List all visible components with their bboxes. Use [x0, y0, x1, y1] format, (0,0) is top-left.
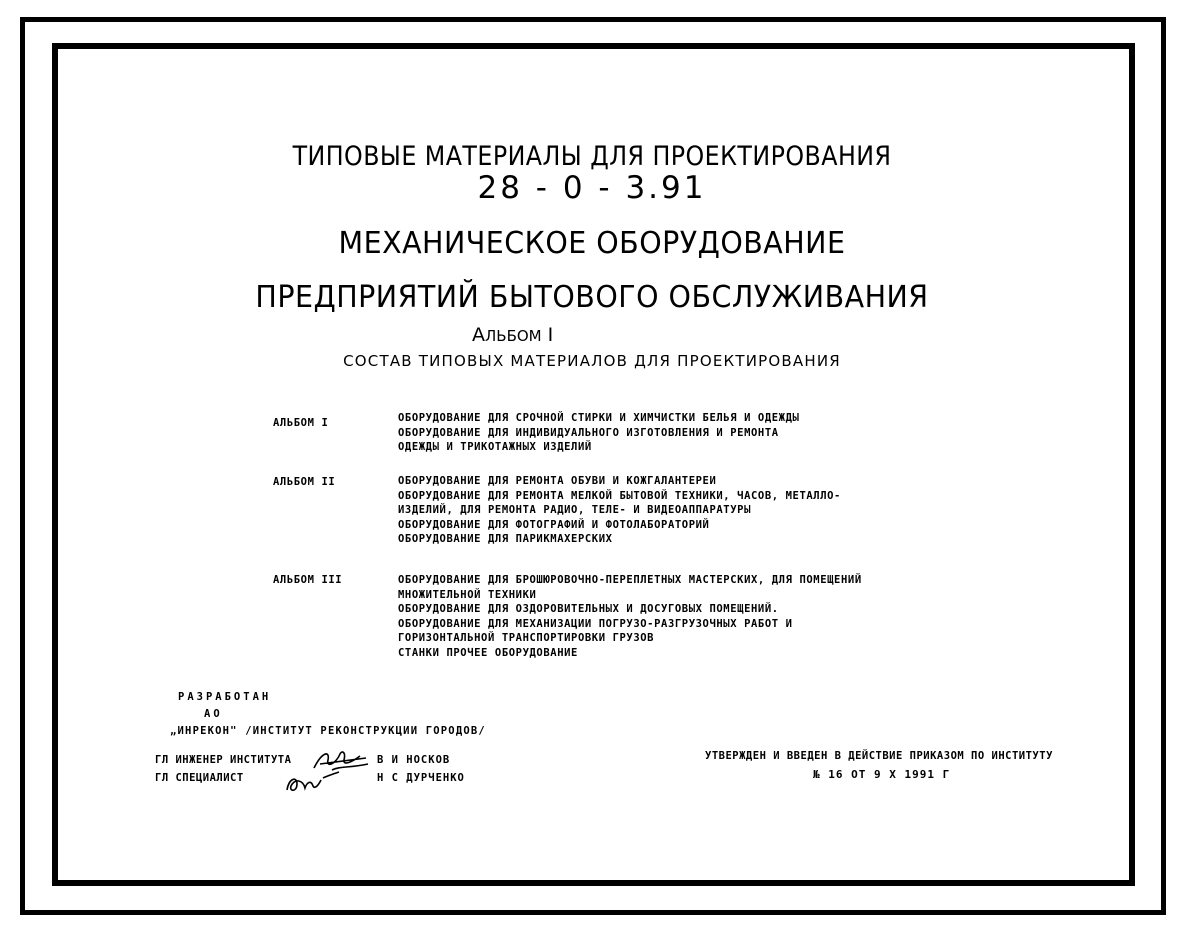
- album-1-line: ОБОРУДОВАНИЕ ДЛЯ СРОЧНОЙ СТИРКИ И ХИМЧИСТКИ БЕЛЬЯ И ОДЕЖДЫ: [398, 412, 800, 424]
- album-1-line: ОДЕЖДЫ И ТРИКОТАЖНЫХ ИЗДЕЛИЙ: [398, 441, 592, 454]
- album-1-label: АЛЬБОМ I: [273, 417, 329, 429]
- developer-line-1: РАЗРАБОТАН: [178, 691, 272, 703]
- album-2-label: АЛЬБОМ II: [273, 476, 336, 488]
- album-3-line: ОБОРУДОВАНИЕ ДЛЯ БРОШЮРОВОЧНО-ПЕРЕПЛЕТНЫХ МАСТЕРСКИХ, ДЛЯ ПОМЕЩЕНИЙ: [398, 574, 862, 586]
- album-1-line: ОБОРУДОВАНИЕ ДЛЯ ИНДИВИДУАЛЬНОГО ИЗГОТОВЛЕНИЯ И РЕМОНТА: [398, 426, 779, 439]
- document-title-line-2: ПРЕДПРИЯТИЙ БЫТОВОГО ОБСЛУЖИВАНИЯ: [255, 280, 929, 315]
- album-3-line: ОБОРУДОВАНИЕ ДЛЯ ОЗДОРОВИТЕЛЬНЫХ И ДОСУГОВЫХ ПОМЕЩЕНИЙ.: [398, 603, 779, 616]
- album-3-contents: [398, 573, 862, 661]
- album-3-line: ГОРИЗОНТАЛЬНОЙ ТРАНСПОРТИРОВКИ ГРУЗОВ: [398, 632, 655, 645]
- composition-heading: СОСТАВ ТИПОВЫХ МАТЕРИАЛОВ ДЛЯ ПРОЕКТИРОВАНИЯ: [343, 352, 841, 370]
- chief-specialist-title: ГЛ СПЕЦИАЛИСТ: [155, 772, 244, 784]
- chief-engineer-title: ГЛ ИНЖЕНЕР ИНСТИТУТА: [155, 754, 292, 766]
- series-code: 28 - 0 - 3.91: [477, 170, 707, 206]
- album-2-line: ОБОРУДОВАНИЕ ДЛЯ ПАРИКМАХЕРСКИХ: [398, 533, 613, 546]
- album-heading: [472, 324, 553, 346]
- album-heading-cap: А: [472, 324, 485, 346]
- album-heading-rest: ЛЬБОМ: [485, 327, 542, 345]
- approval-text: УТВЕРЖДЕН И ВВЕДЕН В ДЕЙСТВИЕ ПРИКАЗОМ ПО ИНСТИТУТУ: [705, 750, 1053, 762]
- developer-line-3: „ИНРЕКОН" /ИНСТИТУТ РЕКОНСТРУКЦИИ ГОРОДОВ/: [170, 725, 486, 737]
- document-title-line-1: МЕХАНИЧЕСКОЕ ОБОРУДОВАНИЕ: [338, 226, 846, 261]
- developer-block: [170, 689, 486, 740]
- chief-specialist-signature: [283, 770, 343, 796]
- album-3-line: ОБОРУДОВАНИЕ ДЛЯ МЕХАНИЗАЦИИ ПОГРУЗО-РАЗГРУЗОЧНЫХ РАБОТ И: [398, 617, 793, 630]
- chief-engineer-name: В И НОСКОВ: [377, 754, 451, 766]
- album-heading-number: I: [547, 324, 554, 346]
- order-number: № 16 ОТ 9 X 1991 Г: [813, 768, 951, 781]
- album-2-line: ОБОРУДОВАНИЕ ДЛЯ ФОТОГРАФИЙ И ФОТОЛАБОРАТОРИЙ: [398, 518, 710, 531]
- album-3-line: МНОЖИТЕЛЬНОЙ ТЕХНИКИ: [398, 588, 537, 601]
- album-3-label: АЛЬБОМ III: [273, 574, 343, 586]
- album-2-line: ОБОРУДОВАНИЕ ДЛЯ РЕМОНТА МЕЛКОЙ БЫТОВОЙ ТЕХНИКИ, ЧАСОВ, МЕТАЛЛО-: [398, 489, 841, 502]
- album-3-line: СТАНКИ ПРОЧЕЕ ОБОРУДОВАНИЕ: [398, 646, 578, 659]
- developer-line-2: АО: [204, 708, 223, 720]
- album-2-line: ОБОРУДОВАНИЕ ДЛЯ РЕМОНТА ОБУВИ И КОЖГАЛАНТЕРЕИ: [398, 475, 717, 487]
- album-2-contents: [398, 474, 841, 547]
- album-2-line: ИЗДЕЛИЙ, ДЛЯ РЕМОНТА РАДИО, ТЕЛЕ- И ВИДЕОАППАРАТУРЫ: [398, 504, 751, 517]
- album-1-contents: [398, 411, 799, 455]
- chief-specialist-name: Н С ДУРЧЕНКО: [377, 772, 465, 784]
- series-title: ТИПОВЫЕ МАТЕРИАЛЫ ДЛЯ ПРОЕКТИРОВАНИЯ: [292, 141, 892, 172]
